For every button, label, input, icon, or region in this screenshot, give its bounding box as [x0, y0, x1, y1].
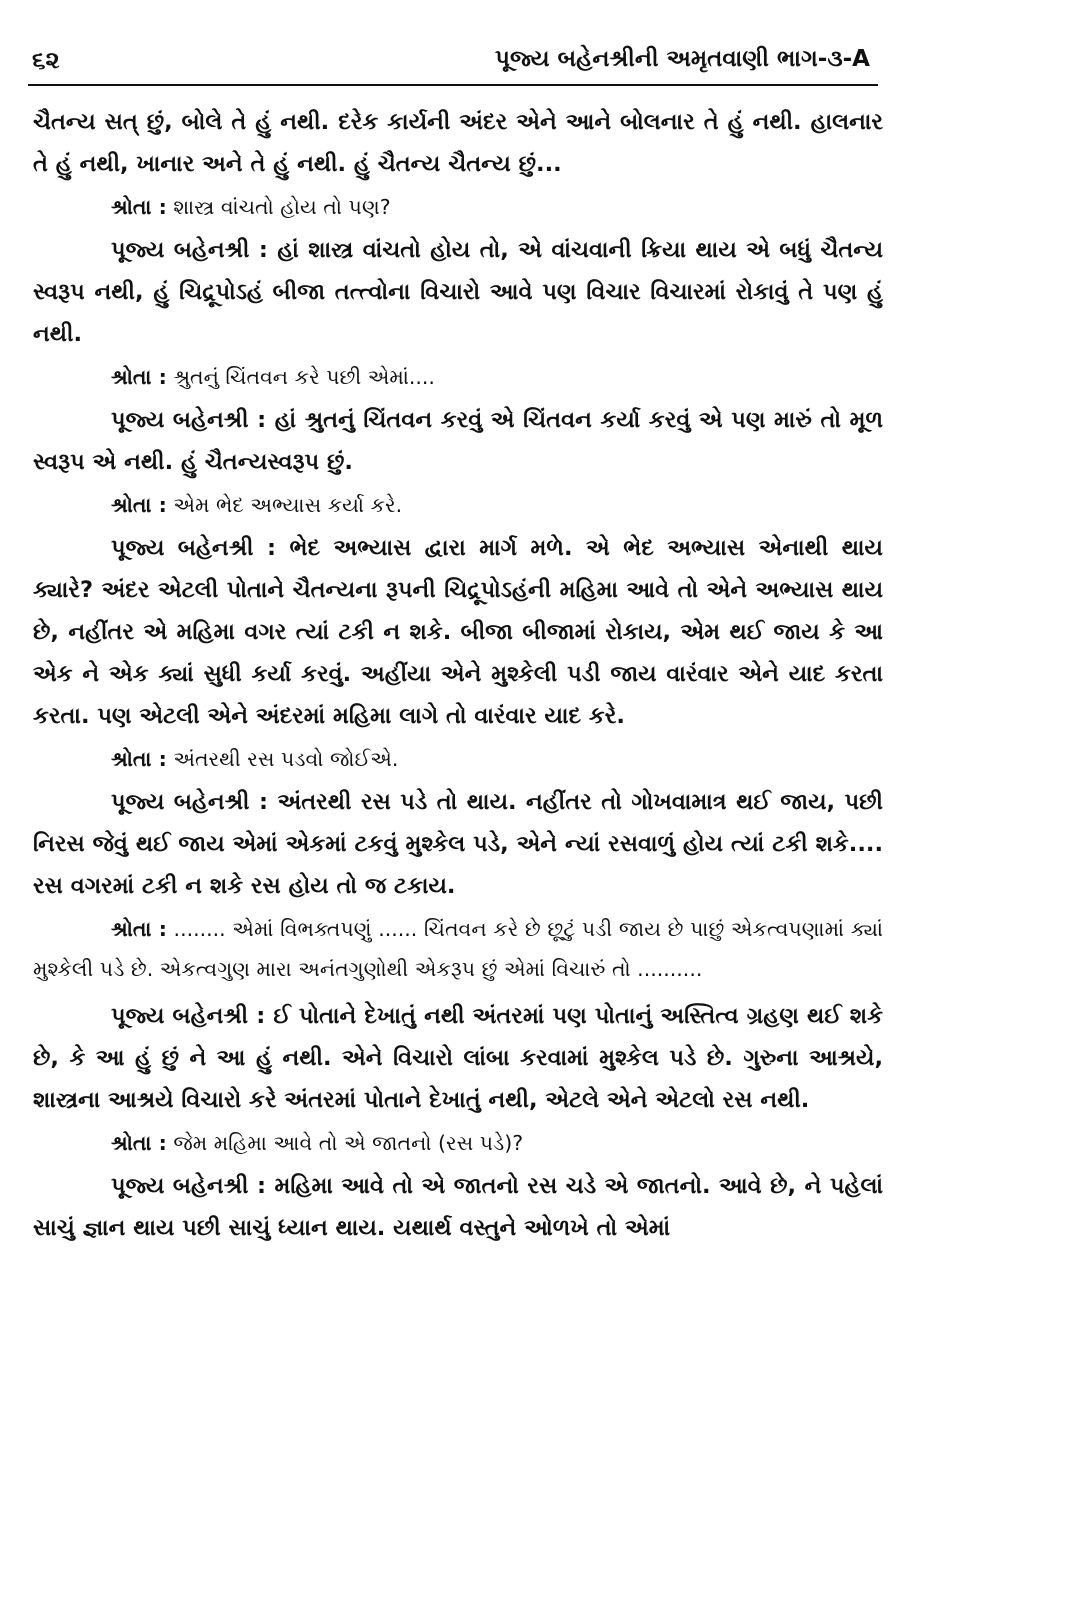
speaker-label: પૂજ્ય બહેનશ્રી : [111, 237, 268, 263]
paragraph-text: મહિમા આવે તો એ જાતનો રસ ચડે એ જાતનો. આવે છે, ને પહેલાં સાચું જ્ઞાન થાય પછી સાચું ધ્યાન થાય. યથાર્થ વસ્તુને ઓળખે તો એમાં [33, 1173, 883, 1241]
page-number: ૬૨ [32, 46, 60, 74]
speaker-label: પૂજ્ય બહેનશ્રી : [111, 1173, 266, 1199]
continuation-paragraph [33, 101, 883, 185]
teacher-paragraph [33, 781, 883, 907]
speaker-label: શ્રોતા : [111, 195, 167, 219]
paragraph-text: અંતરથી રસ પડવો જોઈએ. [173, 747, 399, 771]
paragraph-text: ભેદ અભ્યાસ દ્વારા માર્ગ મળે. એ ભેદ અભ્યાસ એનાથી થાય ક્યારે? અંદર એટલી પોતાને ચૈતન્યના રૂપની ચિદ્રૂપોઽહંની મહિમા આવે તો એને અભ્યાસ થાય છે, નહીંતર એ મહિમા વગર ત્યાં ટકી ન શકે. બીજા બીજામાં રોકાય, એમ થઈ જાય કે આ એક ને એક ક્યાં સુધી કર્યા કરવું. અહીંયા એને મુશ્કેલી પડી જાય વારંવાર એને યાદ કરતા કરતા. પણ એટલી એને અંદરમાં મહિમા લાગે તો વારંવાર યાદ કરે. [33, 535, 883, 729]
speaker-label: શ્રોતા : [111, 1131, 167, 1155]
speaker-label: પૂજ્ય બહેનશ્રી : [111, 535, 276, 561]
speaker-label: પૂજ્ય બહેનશ્રી : [111, 1003, 266, 1029]
speaker-label: શ્રોતા : [111, 365, 167, 389]
paragraph-text: ચૈતન્ય સત્ છું, બોલે તે હું નથી. દરેક કાર્યની અંદર એને આને બોલનાર તે હું નથી. હાલનાર તે હું નથી, ખાનાર અને તે હું નથી. હું ચૈતન્ય ચૈતન્ય છું... [33, 109, 883, 177]
listener-paragraph [33, 187, 883, 227]
listener-paragraph [33, 739, 883, 779]
speaker-label: શ્રોતા : [111, 493, 167, 517]
paragraph-text: ........ એમાં વિભક્તપણું ...... ચિંતવન કરે છે છૂટું પડી જાય છે પાછું એકત્વપણામાં ક્યાં મુશ્કેલી પડે છે. એકત્વગુણ મારા અનંતગુણોથી એકરૂપ છું એમાં વિચારું તો .......... [33, 917, 883, 981]
paragraph-text: એમ ભેદ અભ્યાસ કર્યા કરે. [173, 493, 403, 517]
page-body [33, 101, 883, 1249]
paragraph-text: અંતરથી રસ પડે તો થાય. નહીંતર તો ગોખવામાત્ર થઈ જાય, પછી નિરસ જેવું થઈ જાય એમાં એકમાં ટકવું મુશ્કેલ પડે, એને ન્યાં રસવાળું હોય ત્યાં ટકી શકે.... રસ વગરમાં ટકી ન શકે રસ હોય તો જ ટકાય. [33, 789, 883, 899]
teacher-paragraph [33, 399, 883, 483]
teacher-paragraph [33, 995, 883, 1121]
speaker-label: પૂજ્ય બહેનશ્રી : [111, 407, 267, 433]
paragraph-text: હાં શાસ્ત્ર વાંચતો હોય તો, એ વાંચવાની ક્રિયા થાય એ બધું ચૈતન્ય સ્વરૂપ નથી, હું ચિદ્રૂપોઽહં બીજા તત્ત્વોના વિચારો આવે પણ વિચાર વિચારમાં રોકાવું તે પણ હું નથી. [33, 237, 884, 347]
speaker-label: શ્રોતા : [111, 747, 167, 771]
running-title: પૂજ્ય બહેનશ્રીની અમૃતવાણી ભાગ-૩-A [495, 46, 870, 72]
listener-paragraph [33, 1123, 883, 1163]
speaker-label: શ્રોતા : [111, 917, 167, 941]
teacher-paragraph [33, 229, 883, 355]
paragraph-text: ઈ પોતાને દેખાતું નથી અંતરમાં પણ પોતાનું અસ્તિત્વ ગ્રહણ થઈ શકે છે, કે આ હું છું ને આ હું નથી. એને વિચારો લાંબા કરવામાં મુશ્કેલ પડે છે. ગુરુના આશ્રયે, શાસ્ત્રના આશ્રયે વિચારો કરે અંતરમાં પોતાને દેખાતું નથી, એટલે એને એટલો રસ નથી. [33, 1003, 883, 1113]
teacher-paragraph [33, 1165, 883, 1249]
page-header [28, 44, 878, 86]
speaker-label: પૂજ્ય બહેનશ્રી : [111, 789, 268, 815]
teacher-paragraph [33, 527, 883, 737]
paragraph-text: હાં શ્રુતનું ચિંતવન કરવું એ ચિંતવન કર્યા કરવું એ પણ મારું તો મૂળ સ્વરૂપ એ નથી. હું ચૈતન્યસ્વરૂપ છું. [33, 407, 884, 475]
listener-paragraph [33, 909, 883, 989]
paragraph-text: શાસ્ત્ર વાંચતો હોય તો પણ? [173, 195, 391, 219]
paragraph-text: શ્રુતનું ચિંતવન કરે પછી એમાં.... [173, 365, 435, 389]
listener-paragraph [33, 485, 883, 525]
paragraph-text: જેમ મહિમા આવે તો એ જાતનો (રસ પડે)? [173, 1131, 524, 1155]
listener-paragraph [33, 357, 883, 397]
